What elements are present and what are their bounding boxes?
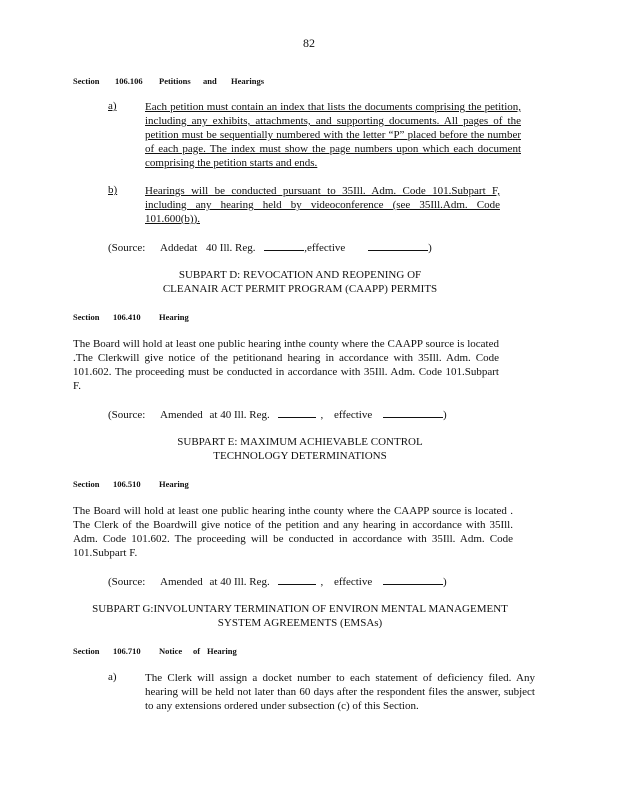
section-heading-106-710 — [73, 646, 237, 656]
section-label: Section — [73, 646, 100, 656]
section-title-word: and — [203, 76, 217, 86]
section-number: 106.710 — [113, 646, 141, 656]
subpart-g-heading — [60, 602, 540, 630]
section-title-word: Hearings — [231, 76, 265, 86]
source-note-106-106 — [108, 240, 432, 254]
section-label: Section — [73, 76, 100, 86]
section-heading-106-410 — [73, 312, 189, 322]
subpart-d-heading — [100, 268, 500, 296]
source-close: ) — [443, 576, 447, 588]
blank-line — [264, 240, 304, 251]
section-title-word: Notice — [159, 646, 183, 656]
blank-line — [278, 407, 316, 418]
page-number: 82 — [303, 36, 315, 50]
section-heading-106-510 — [73, 479, 189, 489]
source-effective: effective — [333, 409, 373, 421]
section-number: 106.510 — [113, 479, 141, 489]
subpart-d-line-1: SUBPART D: REVOCATION AND REOPENING OF — [178, 269, 422, 281]
source-note-106-510 — [108, 574, 447, 588]
subpart-e-heading — [100, 435, 500, 463]
source-open: (Source: — [108, 242, 146, 254]
source-effective: effective — [333, 576, 373, 588]
source-register: at 40 Ill. Reg. — [209, 576, 270, 588]
source-open: (Source: — [108, 576, 146, 588]
section-number: 106.410 — [113, 312, 141, 322]
subpart-e-line-2: TECHNOLOGY DETERMINATIONS — [213, 450, 387, 462]
section-title-word: Hearing — [207, 646, 237, 656]
item-label-b: b) — [108, 184, 118, 196]
section-heading-106-106 — [73, 76, 278, 86]
blank-line — [368, 240, 428, 251]
blank-line — [278, 574, 316, 585]
source-verb: Addedat — [160, 242, 198, 254]
source-note-106-410 — [108, 407, 447, 421]
paragraph-106-410: The Board will hold at least one public hearing inthe county where the CAAPP source is located .The Clerkwill give notice of the petitionand hearing in accordance with 35Ill. Adm. Code 101.602. The proceeding must be conducted in accordance with 35Ill. Adm. Code 101.Subpart F. — [73, 338, 499, 392]
section-label: Section — [73, 312, 100, 322]
subpart-g-line-2: SYSTEM AGREEMENTS (EMSAs) — [217, 617, 383, 629]
subpart-d-line-2: CLEANAIR ACT PERMIT PROGRAM (CAAPP) PERMITS — [162, 283, 438, 295]
section-title: Hearing — [159, 479, 189, 489]
source-open: (Source: — [108, 409, 146, 421]
source-effective: ,effective — [304, 242, 346, 254]
section-number: 106.106 — [115, 76, 143, 86]
source-register: 40 Ill. Reg. — [206, 242, 256, 254]
source-comma: , — [320, 409, 324, 421]
blank-line — [383, 407, 443, 418]
item-label-a: a) — [108, 671, 117, 683]
paragraph-106-710-a: The Clerk will assign a docket number to each statement of deficiency filed. Any hearing will be held not later than 60 days after the respondent files the answer, subject to any extensions ordered under subsection (c) of this Section. — [145, 672, 535, 712]
section-title-word: of — [193, 646, 201, 656]
source-close: ) — [428, 242, 432, 254]
section-label: Section — [73, 479, 100, 489]
paragraph-106-106-b: Hearings will be conducted pursuant to 35Ill. Adm. Code 101.Subpart F, including any hearing held by videoconference (see 35Ill.Adm. Code 101.600(b)). — [145, 185, 500, 225]
source-verb: Amended — [160, 576, 203, 588]
paragraph-106-106-a: Each petition must contain an index that lists the documents comprising the petition, including any exhibits, attachments, and supporting documents. All pages of the petition must be sequentially numbered with the letter “P” placed before the number of each page. The index must show the page numbers upon which each document comprising the petition starts and ends. — [145, 101, 521, 169]
item-label-a: a) — [108, 100, 117, 112]
source-register: at 40 Ill. Reg. — [209, 409, 270, 421]
source-comma: , — [320, 576, 324, 588]
subpart-g-line-1: SUBPART G:INVOLUNTARY TERMINATION OF ENVIRON MENTAL MANAGEMENT — [92, 603, 508, 615]
section-title-word: Petitions — [159, 76, 191, 86]
section-title: Hearing — [159, 312, 189, 322]
source-close: ) — [443, 409, 447, 421]
source-verb: Amended — [160, 409, 203, 421]
blank-line — [383, 574, 443, 585]
subpart-e-line-1: SUBPART E: MAXIMUM ACHIEVABLE CONTROL — [177, 436, 423, 448]
paragraph-106-510: The Board will hold at least one public hearing inthe county where the CAAPP source is located . The Clerk of the Boardwill give notice of the petition and any hearing in accordance with 35Ill. Adm. Code 101.602. The proceeding will be conducted in accordance with 35Ill. Adm. Code 101.Subpart F. — [73, 505, 513, 559]
